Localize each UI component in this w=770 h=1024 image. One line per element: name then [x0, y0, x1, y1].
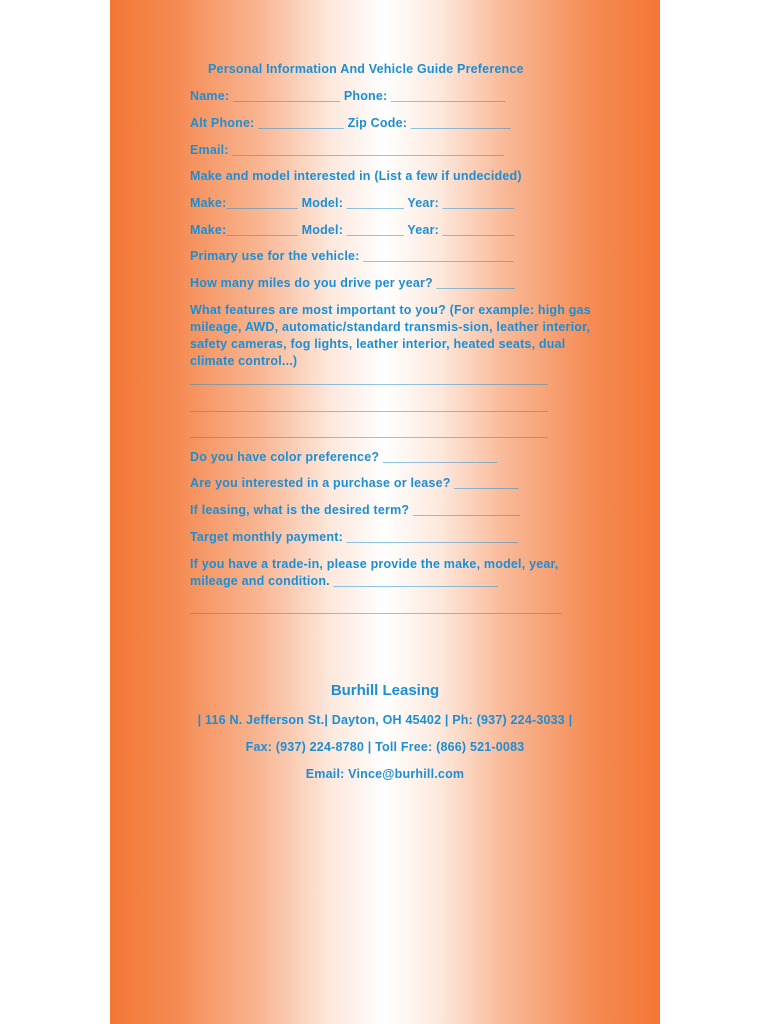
form-title: Personal Information And Vehicle Guide Preference	[208, 62, 524, 76]
email-field: Email: ______________________________________	[190, 143, 505, 157]
target-payment-field: Target monthly payment: ________________________	[190, 530, 519, 544]
name-phone-field: Name: _______________ Phone: ________________	[190, 89, 506, 103]
primary-use-field: Primary use for the vehicle: _____________________	[190, 249, 514, 263]
purchase-or-lease-field: Are you interested in a purchase or lease? _________	[190, 476, 519, 490]
make-model-heading: Make and model interested in (List a few if undecided)	[190, 169, 522, 183]
make-model-year-row-2: Make:__________ Model: ________ Year: __________	[190, 223, 515, 237]
leasing-term-field: If leasing, what is the desired term? _______________	[190, 503, 521, 517]
company-address: | 116 N. Jefferson St.| Dayton, OH 45402 | Ph: (937) 224-3033 |	[197, 713, 573, 727]
features-answer-line-2: __________________________________________________	[190, 399, 548, 413]
color-preference-field: Do you have color preference? ________________	[190, 450, 498, 464]
make-model-year-row-1: Make:__________ Model: ________ Year: __________	[190, 196, 515, 210]
brochure-page	[110, 0, 660, 1024]
features-question: What features are most important to you? (For example: high gas mileage, AWD, automatic/standard transmis-sion, leather interior, safety cameras, fog lights, leather interior, heated seats, dual climate control...)	[190, 303, 591, 368]
company-name: Burhill Leasing	[330, 682, 440, 699]
miles-per-year-field: How many miles do you drive per year? ___________	[190, 276, 516, 290]
alt-phone-zip-field: Alt Phone: ____________ Zip Code: ______________	[190, 116, 511, 130]
trade-in-question: If you have a trade-in, please provide the make, model, year, mileage and condition. _______________________	[190, 557, 559, 588]
trade-in-answer-line: ____________________________________________________	[190, 601, 562, 615]
company-fax: Fax: (937) 224-8780 | Toll Free: (866) 521-0083	[245, 740, 525, 754]
features-answer-line-3: __________________________________________________	[190, 425, 548, 439]
company-email: Email: Vince@burhill.com	[305, 767, 465, 781]
features-answer-line-1: __________________________________________________	[190, 372, 548, 386]
